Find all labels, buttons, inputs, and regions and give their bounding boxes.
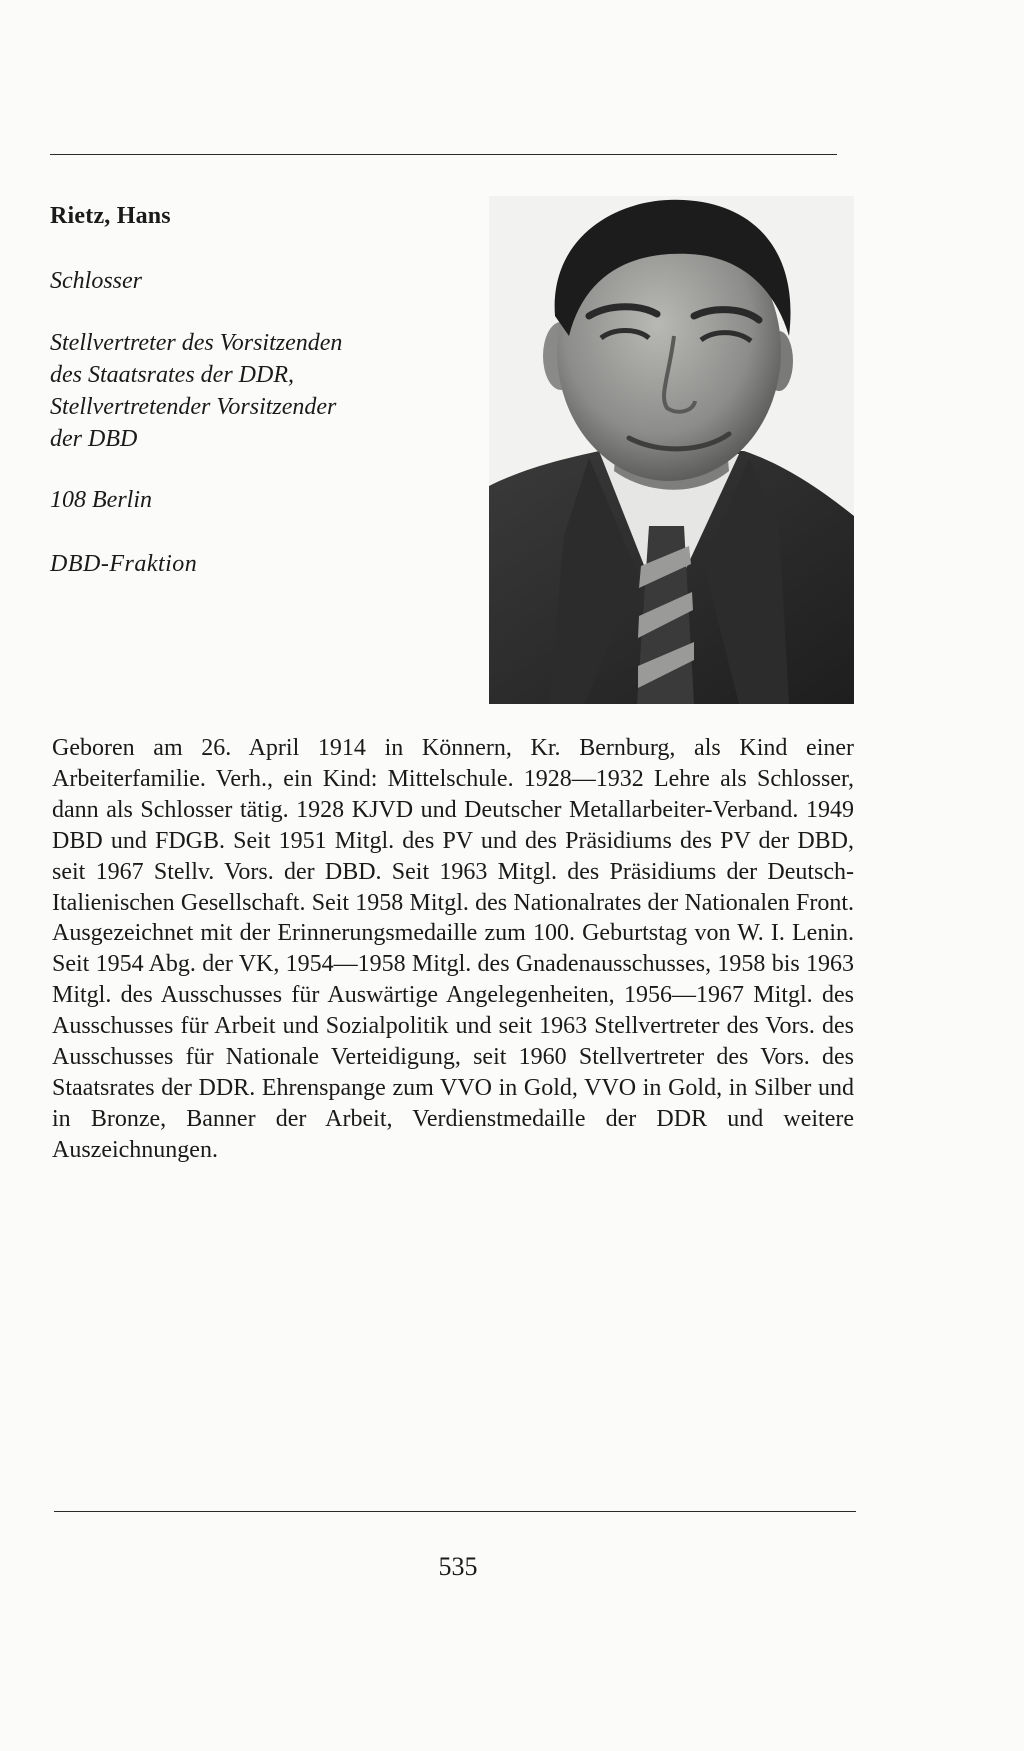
entry-profession: Schlosser (50, 268, 142, 294)
portrait-photo (489, 196, 854, 704)
page-number: 535 (438, 1552, 478, 1581)
entry-faction: DBD-Fraktion (50, 551, 198, 577)
entry-positions (50, 327, 342, 455)
entry-location: 108 Berlin (50, 487, 152, 513)
position-line: Stellvertretender Vorsitzender (50, 394, 337, 420)
portrait-photo-icon (489, 196, 854, 704)
biography-text: Geboren am 26. April 1914 in Könnern, Kr. Bernburg, als Kind einer Arbeiterfamilie. Verh., ein Kind: Mittelschule. 1928—1932 Lehre als Schlosser, dann als Schlosser tätig. 1928 KJVD und Deutscher Metallarbeiter-Verband. 1949 DBD und FDGB. Seit 1951 Mitgl. des PV und des Präsidiums des PV der DBD, seit 1967 Stellv. Vors. der DBD. Seit 1963 Mitgl. des Präsidiums der Deutsch-Italienischen Gesellschaft. Seit 1958 Mitgl. des Nationalrates der Nationalen Front. Ausgezeichnet mit der Erinnerungsmedaille zum 100. Geburtstag von W. I. Lenin. Seit 1954 Abg. der VK, 1954—1958 Mitgl. des Gnadenausschusses, 1958 bis 1963 Mitgl. des Ausschusses für Auswärtige Angelegenheiten, 1956—1967 Mitgl. des Ausschusses für Arbeit und Sozialpolitik und seit 1963 Stellvertreter des Vors. des Ausschusses für Nationale Verteidigung, seit 1960 Stellvertreter des Vors. des Staatsrates der DDR. Ehrenspange zum VVO in Gold, VVO in Gold, in Silber und in Bronze, Banner der Arbeit, Verdienstmedaille der DDR und weitere Auszeichnungen. (52, 735, 854, 1163)
position-line: der DBD (50, 426, 138, 452)
top-rule (50, 154, 837, 155)
bottom-rule (54, 1511, 856, 1512)
position-line: des Staatsrates der DDR, (50, 362, 294, 388)
position-line: Stellvertreter des Vorsitzenden (50, 330, 343, 356)
entry-name: Rietz, Hans (50, 203, 171, 229)
